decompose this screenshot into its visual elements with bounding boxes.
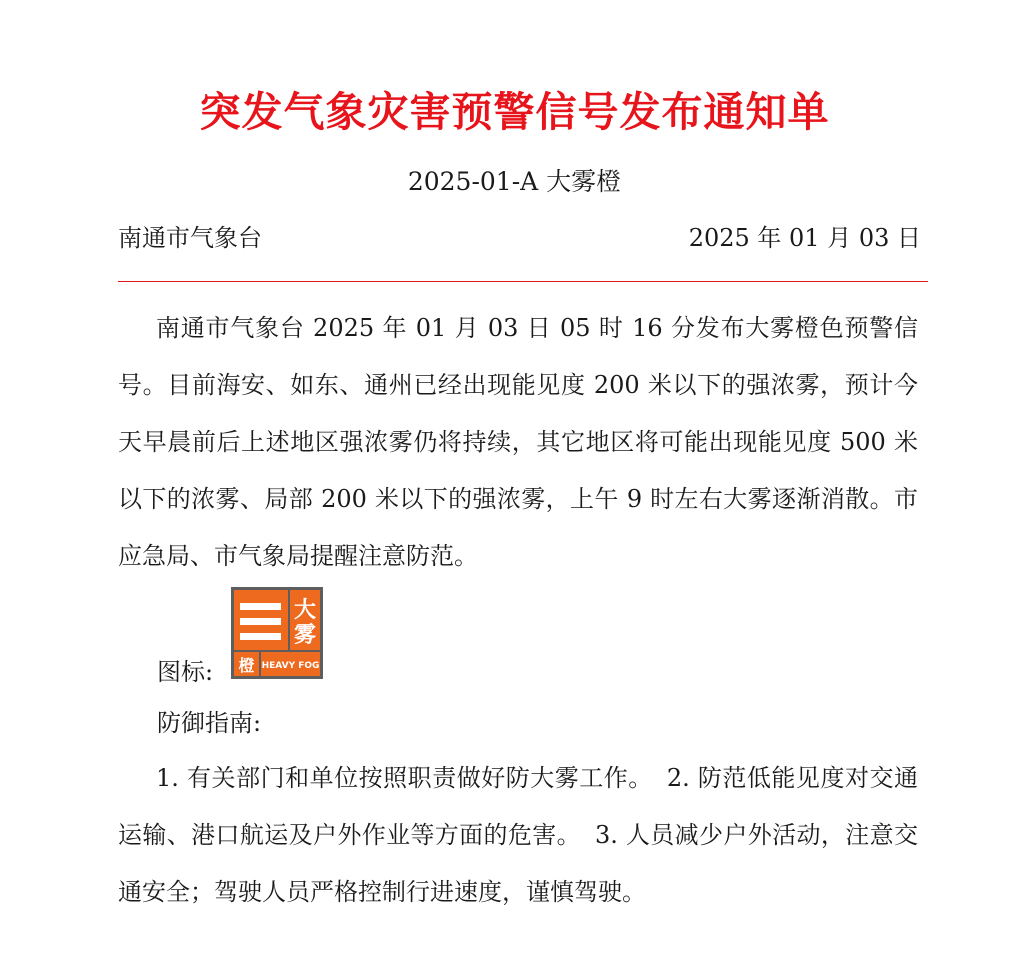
notice-title: 突发气象灾害预警信号发布通知单 — [199, 88, 830, 136]
guide-item: 1. 有关部门和单位按照职责做好防大雾工作。 — [156, 764, 653, 792]
header-divider — [118, 281, 928, 282]
heavy-fog-orange-signal-icon — [231, 587, 323, 679]
guide-item: 3. 人员减少户外活动，注意交通安全；驾驶人员严格控制行进速度，谨慎驾驶。 — [118, 821, 918, 906]
issue-date: 2025 年 01 月 03 日 — [688, 224, 921, 252]
defense-guide-label: 防御指南: — [157, 709, 262, 737]
defense-guide-list — [118, 750, 918, 921]
document-number: 2025-01-A 大雾橙 — [407, 167, 622, 196]
svg-text:HEAVY FOG: HEAVY FOG — [261, 661, 320, 671]
issuer-name: 南通市气象台 — [118, 224, 262, 252]
guide-item: 2. 防范低能见度对交通运输、港口航运及户外作业等方面的危害。 — [118, 764, 918, 849]
svg-text:大: 大 — [293, 598, 317, 623]
icon-label: 图标: — [157, 658, 214, 686]
svg-text:雾: 雾 — [293, 623, 317, 648]
svg-text:橙: 橙 — [238, 656, 255, 675]
warning-paragraph: 南通市气象台 2025 年 01 月 03 日 05 时 16 分发布大雾橙色预警信号。目前海安、如东、通州已经出现能见度 200 米以下的强浓雾，预计今天早晨前后上述地区强浓雾仍将持续，其它地区将可能出现能见度 500 米以下的浓雾、局部 200 米以下的强浓雾，上午 9 时左右大雾逐渐消散。市应急局、市气象局提醒注意防范。 — [118, 314, 918, 570]
